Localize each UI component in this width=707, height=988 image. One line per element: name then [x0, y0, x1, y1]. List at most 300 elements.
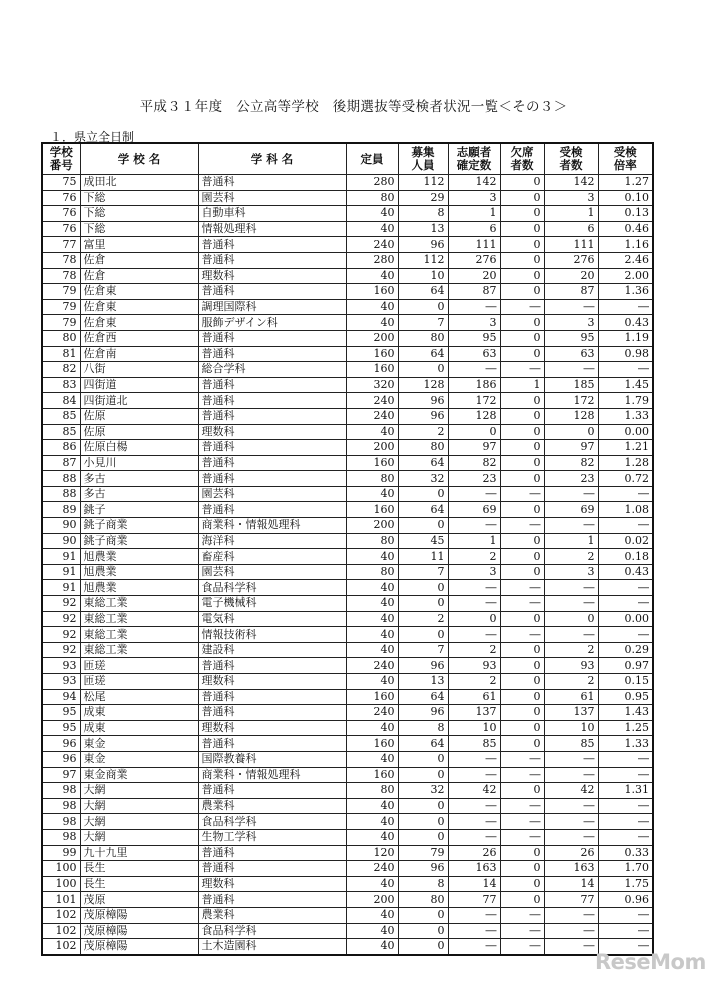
examinees-cell: 93: [544, 658, 598, 674]
school-name-cell: 佐倉: [80, 252, 198, 268]
absentees-cell: 0: [500, 658, 544, 674]
absentees-cell: 0: [500, 720, 544, 736]
table-row: [42, 299, 653, 315]
school-number-cell: 98: [42, 829, 80, 845]
school-number-cell: 83: [42, 377, 80, 393]
applicants-cell: 172: [448, 393, 500, 409]
applicants-cell: 82: [448, 455, 500, 471]
capacity-cell: 280: [346, 175, 398, 191]
ratio-cell: 0.00: [598, 611, 653, 627]
applicants-cell: 1: [448, 206, 500, 222]
department-cell: 普通科: [198, 736, 346, 752]
department-cell: 理数科: [198, 268, 346, 284]
ratio-cell: ―: [598, 518, 653, 534]
applicants-cell: ―: [448, 580, 500, 596]
table-row: [42, 486, 653, 502]
table-row: [42, 907, 653, 923]
recruitment-cell: 112: [398, 252, 448, 268]
school-name-cell: 東金: [80, 736, 198, 752]
examinees-cell: ―: [544, 751, 598, 767]
examinees-cell: 172: [544, 393, 598, 409]
school-name-cell: 八街: [80, 362, 198, 378]
applicants-cell: 23: [448, 471, 500, 487]
absentees-cell: 0: [500, 564, 544, 580]
header-school-name: 学 校 名: [80, 143, 198, 175]
capacity-cell: 40: [346, 315, 398, 331]
table-row: [42, 876, 653, 892]
school-number-cell: 91: [42, 580, 80, 596]
capacity-cell: 160: [346, 736, 398, 752]
capacity-cell: 160: [346, 362, 398, 378]
ratio-cell: ―: [598, 299, 653, 315]
ratio-cell: 1.27: [598, 175, 653, 191]
ratio-cell: 0.98: [598, 346, 653, 362]
capacity-cell: 240: [346, 408, 398, 424]
applicants-cell: 61: [448, 689, 500, 705]
capacity-cell: 40: [346, 798, 398, 814]
school-name-cell: 東金商業: [80, 767, 198, 783]
school-number-cell: 88: [42, 486, 80, 502]
department-cell: 普通科: [198, 175, 346, 191]
recruitment-cell: 64: [398, 689, 448, 705]
applicants-cell: 69: [448, 502, 500, 518]
examinees-cell: 6: [544, 221, 598, 237]
capacity-cell: 40: [346, 486, 398, 502]
page-title: 平成３１年度 公立高等学校 後期選抜等受検者状況一覧＜その３＞: [139, 99, 568, 115]
applicants-cell: 2: [448, 642, 500, 658]
examinees-cell: 10: [544, 720, 598, 736]
recruitment-cell: 0: [398, 939, 448, 955]
examinees-cell: 3: [544, 564, 598, 580]
applicants-cell: 3: [448, 564, 500, 580]
applicants-cell: 93: [448, 658, 500, 674]
ratio-cell: 0.02: [598, 533, 653, 549]
ratio-cell: ―: [598, 627, 653, 643]
table-row: [42, 221, 653, 237]
absentees-cell: 0: [500, 845, 544, 861]
ratio-cell: 1.70: [598, 861, 653, 877]
school-number-cell: 98: [42, 814, 80, 830]
table-row: [42, 455, 653, 471]
department-cell: 普通科: [198, 346, 346, 362]
header-ratio: 受検 倍率: [598, 143, 653, 175]
applicants-cell: 128: [448, 408, 500, 424]
ratio-cell: ―: [598, 923, 653, 939]
applicants-cell: 6: [448, 221, 500, 237]
examinees-cell: ―: [544, 939, 598, 955]
capacity-cell: 240: [346, 393, 398, 409]
school-name-cell: 茂原樟陽: [80, 923, 198, 939]
ratio-cell: 1.45: [598, 377, 653, 393]
school-number-cell: 96: [42, 736, 80, 752]
recruitment-cell: 7: [398, 564, 448, 580]
recruitment-cell: 8: [398, 720, 448, 736]
school-number-cell: 80: [42, 330, 80, 346]
examinees-cell: 82: [544, 455, 598, 471]
absentees-cell: 0: [500, 471, 544, 487]
capacity-cell: 120: [346, 845, 398, 861]
table-row: [42, 674, 653, 690]
recruitment-cell: 80: [398, 892, 448, 908]
school-name-cell: 富里: [80, 237, 198, 253]
department-cell: 食品科学科: [198, 814, 346, 830]
school-name-cell: 下総: [80, 190, 198, 206]
capacity-cell: 240: [346, 861, 398, 877]
school-number-cell: 92: [42, 596, 80, 612]
capacity-cell: 40: [346, 424, 398, 440]
applicants-cell: 186: [448, 377, 500, 393]
recruitment-cell: 0: [398, 767, 448, 783]
recruitment-cell: 64: [398, 284, 448, 300]
capacity-cell: 280: [346, 252, 398, 268]
table-row: [42, 829, 653, 845]
school-number-cell: 85: [42, 424, 80, 440]
absentees-cell: 0: [500, 268, 544, 284]
examinees-cell: 3: [544, 190, 598, 206]
absentees-cell: 0: [500, 876, 544, 892]
ratio-cell: 1.33: [598, 736, 653, 752]
capacity-cell: 40: [346, 814, 398, 830]
recruitment-cell: 13: [398, 674, 448, 690]
header-absentees: 欠席 者数: [500, 143, 544, 175]
school-number-cell: 98: [42, 798, 80, 814]
capacity-cell: 40: [346, 549, 398, 565]
table-row: [42, 346, 653, 362]
recruitment-cell: 0: [398, 907, 448, 923]
school-name-cell: 茂原樟陽: [80, 939, 198, 955]
capacity-cell: 240: [346, 237, 398, 253]
applicants-cell: 0: [448, 611, 500, 627]
examinees-cell: 26: [544, 845, 598, 861]
absentees-cell: 0: [500, 190, 544, 206]
absentees-cell: ―: [500, 798, 544, 814]
examinees-cell: 2: [544, 674, 598, 690]
department-cell: 電子機械科: [198, 596, 346, 612]
recruitment-cell: 96: [398, 658, 448, 674]
school-number-cell: 88: [42, 471, 80, 487]
department-cell: 理数科: [198, 674, 346, 690]
applicants-cell: 95: [448, 330, 500, 346]
department-cell: 普通科: [198, 783, 346, 799]
header-department-name: 学 科 名: [198, 143, 346, 175]
ratio-cell: 2.46: [598, 252, 653, 268]
examinees-cell: ―: [544, 907, 598, 923]
ratio-cell: 1.21: [598, 440, 653, 456]
ratio-cell: 0.96: [598, 892, 653, 908]
recruitment-cell: 0: [398, 518, 448, 534]
school-number-cell: 98: [42, 783, 80, 799]
school-name-cell: 佐倉東: [80, 284, 198, 300]
examinees-cell: 163: [544, 861, 598, 877]
applicants-cell: ―: [448, 814, 500, 830]
table-row: [42, 393, 653, 409]
department-cell: 商業科・情報処理科: [198, 518, 346, 534]
applicants-cell: 87: [448, 284, 500, 300]
school-name-cell: 旭農業: [80, 549, 198, 565]
examinees-cell: 87: [544, 284, 598, 300]
table-row: [42, 596, 653, 612]
ratio-cell: 0.15: [598, 674, 653, 690]
absentees-cell: ―: [500, 751, 544, 767]
examinees-cell: 20: [544, 268, 598, 284]
ratio-cell: 1.33: [598, 408, 653, 424]
school-number-cell: 97: [42, 767, 80, 783]
school-number-cell: 93: [42, 674, 80, 690]
examinees-cell: ―: [544, 518, 598, 534]
table-row: [42, 892, 653, 908]
table-row: [42, 268, 653, 284]
recruitment-cell: 0: [398, 580, 448, 596]
absentees-cell: ―: [500, 518, 544, 534]
department-cell: 生物工学科: [198, 829, 346, 845]
table-row: [42, 533, 653, 549]
ratio-cell: 0.72: [598, 471, 653, 487]
table-row: [42, 861, 653, 877]
school-number-cell: 79: [42, 284, 80, 300]
applicants-cell: 163: [448, 861, 500, 877]
capacity-cell: 40: [346, 907, 398, 923]
school-number-cell: 90: [42, 533, 80, 549]
department-cell: 普通科: [198, 705, 346, 721]
department-cell: 普通科: [198, 330, 346, 346]
department-cell: 海洋科: [198, 533, 346, 549]
recruitment-cell: 0: [398, 596, 448, 612]
examinees-cell: ―: [544, 814, 598, 830]
absentees-cell: ―: [500, 580, 544, 596]
absentees-cell: ―: [500, 299, 544, 315]
school-name-cell: 長生: [80, 861, 198, 877]
department-cell: 服飾デザイン科: [198, 315, 346, 331]
applicants-cell: 77: [448, 892, 500, 908]
capacity-cell: 240: [346, 705, 398, 721]
school-number-cell: 95: [42, 705, 80, 721]
department-cell: 理数科: [198, 720, 346, 736]
applicants-cell: ―: [448, 751, 500, 767]
school-name-cell: 多古: [80, 486, 198, 502]
school-number-cell: 92: [42, 642, 80, 658]
ratio-cell: ―: [598, 829, 653, 845]
department-cell: 普通科: [198, 845, 346, 861]
recruitment-cell: 10: [398, 268, 448, 284]
capacity-cell: 40: [346, 627, 398, 643]
absentees-cell: 0: [500, 408, 544, 424]
school-name-cell: 佐原: [80, 424, 198, 440]
table-row: [42, 923, 653, 939]
school-name-cell: 旭農業: [80, 580, 198, 596]
school-name-cell: 九十九里: [80, 845, 198, 861]
department-cell: 総合学科: [198, 362, 346, 378]
ratio-cell: 1.25: [598, 720, 653, 736]
department-cell: 自動車科: [198, 206, 346, 222]
school-name-cell: 匝瑳: [80, 674, 198, 690]
examinees-cell: 14: [544, 876, 598, 892]
applicants-cell: ―: [448, 518, 500, 534]
examinees-cell: ―: [544, 923, 598, 939]
school-name-cell: 東金: [80, 751, 198, 767]
capacity-cell: 200: [346, 892, 398, 908]
absentees-cell: 0: [500, 315, 544, 331]
table-row: [42, 502, 653, 518]
table-row: [42, 611, 653, 627]
school-name-cell: 茂原樟陽: [80, 907, 198, 923]
school-number-cell: 82: [42, 362, 80, 378]
school-number-cell: 92: [42, 611, 80, 627]
school-name-cell: 大網: [80, 814, 198, 830]
examinees-cell: 276: [544, 252, 598, 268]
applicants-cell: 137: [448, 705, 500, 721]
examinees-cell: 23: [544, 471, 598, 487]
school-name-cell: 成東: [80, 720, 198, 736]
absentees-cell: 0: [500, 284, 544, 300]
department-cell: 建設科: [198, 642, 346, 658]
ratio-cell: 0.33: [598, 845, 653, 861]
recruitment-cell: 80: [398, 440, 448, 456]
examinees-cell: 111: [544, 237, 598, 253]
absentees-cell: 0: [500, 705, 544, 721]
ratio-cell: 0.97: [598, 658, 653, 674]
school-number-cell: 99: [42, 845, 80, 861]
ratio-cell: ―: [598, 798, 653, 814]
applicants-cell: ―: [448, 829, 500, 845]
ratio-cell: 1.08: [598, 502, 653, 518]
department-cell: 普通科: [198, 393, 346, 409]
school-name-cell: 銚子商業: [80, 518, 198, 534]
capacity-cell: 160: [346, 502, 398, 518]
absentees-cell: 0: [500, 549, 544, 565]
school-name-cell: 佐倉東: [80, 315, 198, 331]
school-name-cell: 東総工業: [80, 596, 198, 612]
school-name-cell: 佐倉西: [80, 330, 198, 346]
examinees-cell: 77: [544, 892, 598, 908]
school-number-cell: 92: [42, 627, 80, 643]
table-row: [42, 424, 653, 440]
absentees-cell: 0: [500, 674, 544, 690]
school-number-cell: 87: [42, 455, 80, 471]
capacity-cell: 40: [346, 829, 398, 845]
table-row: [42, 751, 653, 767]
school-number-cell: 102: [42, 923, 80, 939]
table-row: [42, 237, 653, 253]
applicants-cell: ―: [448, 907, 500, 923]
capacity-cell: 40: [346, 299, 398, 315]
school-number-cell: 84: [42, 393, 80, 409]
applicants-cell: ―: [448, 596, 500, 612]
recruitment-cell: 64: [398, 455, 448, 471]
capacity-cell: 40: [346, 268, 398, 284]
school-number-cell: 89: [42, 502, 80, 518]
examinees-cell: 2: [544, 549, 598, 565]
capacity-cell: 40: [346, 876, 398, 892]
school-number-cell: 100: [42, 876, 80, 892]
capacity-cell: 40: [346, 221, 398, 237]
school-number-cell: 78: [42, 268, 80, 284]
school-name-cell: 大網: [80, 798, 198, 814]
recruitment-cell: 2: [398, 424, 448, 440]
school-number-cell: 76: [42, 190, 80, 206]
recruitment-cell: 96: [398, 408, 448, 424]
absentees-cell: 0: [500, 861, 544, 877]
applicants-cell: 97: [448, 440, 500, 456]
capacity-cell: 80: [346, 190, 398, 206]
department-cell: 情報技術科: [198, 627, 346, 643]
capacity-cell: 40: [346, 206, 398, 222]
table-row: [42, 315, 653, 331]
absentees-cell: 0: [500, 533, 544, 549]
school-name-cell: 東総工業: [80, 642, 198, 658]
capacity-cell: 160: [346, 455, 398, 471]
applicants-cell: 20: [448, 268, 500, 284]
school-number-cell: 102: [42, 907, 80, 923]
ratio-cell: 1.19: [598, 330, 653, 346]
examinees-cell: 1: [544, 206, 598, 222]
recruitment-cell: 64: [398, 736, 448, 752]
capacity-cell: 40: [346, 642, 398, 658]
school-name-cell: 佐原白楊: [80, 440, 198, 456]
department-cell: 商業科・情報処理科: [198, 767, 346, 783]
department-cell: 普通科: [198, 658, 346, 674]
examinees-cell: 97: [544, 440, 598, 456]
school-number-cell: 77: [42, 237, 80, 253]
ratio-cell: ―: [598, 580, 653, 596]
examinees-cell: ―: [544, 767, 598, 783]
school-number-cell: 102: [42, 939, 80, 955]
ratio-cell: ―: [598, 767, 653, 783]
ratio-cell: 1.36: [598, 284, 653, 300]
table-row: [42, 190, 653, 206]
absentees-cell: ―: [500, 486, 544, 502]
header-recruitment: 募集 人員: [398, 143, 448, 175]
recruitment-cell: 0: [398, 923, 448, 939]
examinees-cell: 85: [544, 736, 598, 752]
recruitment-cell: 29: [398, 190, 448, 206]
header-applicants: 志願者 確定数: [448, 143, 500, 175]
absentees-cell: 0: [500, 689, 544, 705]
examinees-cell: 69: [544, 502, 598, 518]
recruitment-cell: 7: [398, 315, 448, 331]
ratio-cell: ―: [598, 362, 653, 378]
ratio-cell: 2.00: [598, 268, 653, 284]
school-number-cell: 90: [42, 518, 80, 534]
absentees-cell: ―: [500, 923, 544, 939]
examinees-cell: 0: [544, 611, 598, 627]
table-row: [42, 845, 653, 861]
capacity-cell: 160: [346, 346, 398, 362]
school-number-cell: 101: [42, 892, 80, 908]
department-cell: 普通科: [198, 377, 346, 393]
school-number-cell: 91: [42, 564, 80, 580]
ratio-cell: ―: [598, 751, 653, 767]
school-number-cell: 85: [42, 408, 80, 424]
absentees-cell: 0: [500, 330, 544, 346]
capacity-cell: 160: [346, 767, 398, 783]
absentees-cell: 0: [500, 440, 544, 456]
absentees-cell: 0: [500, 424, 544, 440]
recruitment-cell: 45: [398, 533, 448, 549]
ratio-cell: 1.31: [598, 783, 653, 799]
absentees-cell: 0: [500, 393, 544, 409]
absentees-cell: 0: [500, 736, 544, 752]
recruitment-cell: 7: [398, 642, 448, 658]
applicants-cell: ―: [448, 299, 500, 315]
school-name-cell: 長生: [80, 876, 198, 892]
ratio-cell: 0.43: [598, 315, 653, 331]
recruitment-cell: 79: [398, 845, 448, 861]
table-row: [42, 798, 653, 814]
examinees-cell: 95: [544, 330, 598, 346]
absentees-cell: 0: [500, 237, 544, 253]
absentees-cell: 0: [500, 783, 544, 799]
recruitment-cell: 8: [398, 206, 448, 222]
